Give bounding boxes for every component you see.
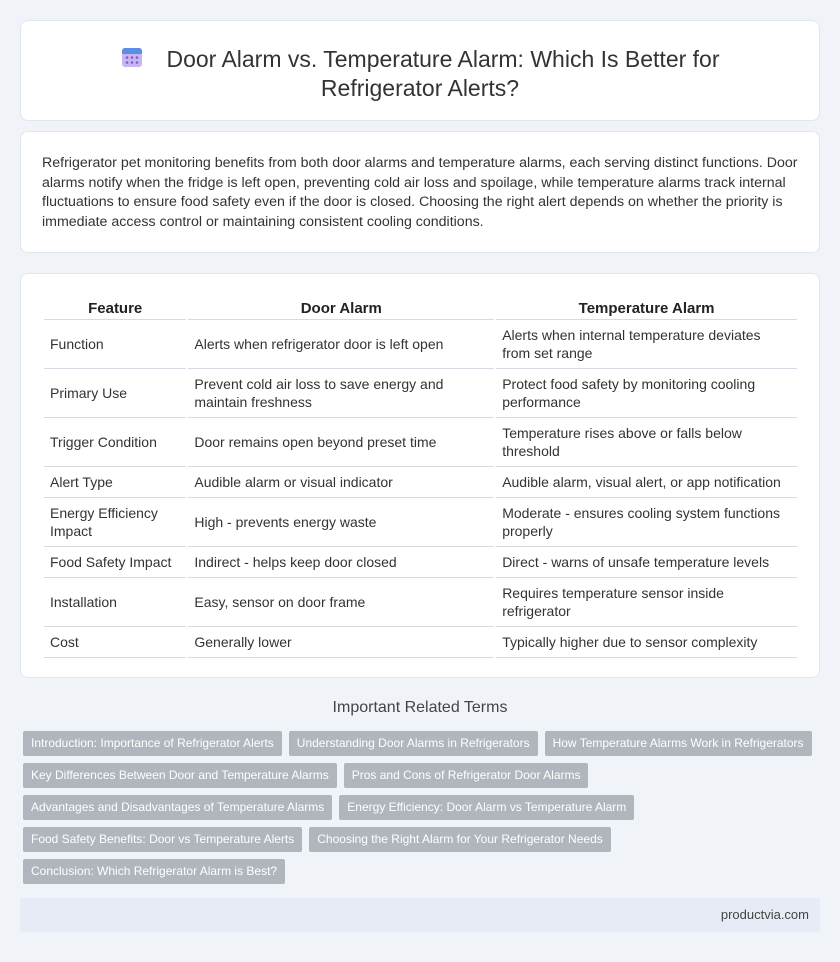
table-row: [44, 547, 797, 578]
table-cell: Generally lower: [188, 627, 494, 658]
header-feature: Feature: [44, 294, 186, 320]
comparison-table: [42, 294, 799, 658]
table-cell: Alerts when internal temperature deviates from set range: [496, 320, 797, 369]
table-cell: Alerts when refrigerator door is left open: [188, 320, 494, 369]
table-cell: Energy Efficiency Impact: [44, 498, 186, 547]
related-term-tag[interactable]: Introduction: Importance of Refrigerator Alerts: [23, 731, 282, 756]
table-cell: Cost: [44, 627, 186, 658]
related-term-tag[interactable]: How Temperature Alarms Work in Refrigerators: [545, 731, 812, 756]
table-row: [44, 467, 797, 498]
related-term-tag[interactable]: Food Safety Benefits: Door vs Temperature Alerts: [23, 827, 302, 852]
table-row: [44, 369, 797, 418]
header-temperature-alarm: Temperature Alarm: [496, 294, 797, 320]
related-term-tag[interactable]: Choosing the Right Alarm for Your Refrigerator Needs: [309, 827, 611, 852]
related-term-tag[interactable]: Key Differences Between Door and Temperature Alarms: [23, 763, 337, 788]
tag-row: [23, 795, 823, 820]
table-cell: Protect food safety by monitoring cooling performance: [496, 369, 797, 418]
intro-paragraph: Refrigerator pet monitoring benefits from both door alarms and temperature alarms, each serving distinct functions. Door alarms notify when the fridge is left open, preventing cold air loss and spoilage, while temperature alarms track internal fluctuations to ensure food safety even if the door is closed. Choosing the right alert depends on whether the priority is immediate access control or maintaining consistent cooling conditions.: [42, 155, 798, 230]
table-cell: Requires temperature sensor inside refrigerator: [496, 578, 797, 627]
footer-site-name[interactable]: productvia.com: [720, 907, 809, 922]
related-terms-heading: Important Related Terms: [332, 699, 508, 716]
table-cell: Easy, sensor on door frame: [188, 578, 494, 627]
table-cell: Indirect - helps keep door closed: [188, 547, 494, 578]
title-line-1: Door Alarm vs. Temperature Alarm: Which Is Better for: [166, 46, 720, 72]
comparison-card: [20, 273, 820, 678]
table-cell: Alert Type: [44, 467, 186, 498]
tag-row: [23, 859, 823, 884]
related-term-tag[interactable]: Advantages and Disadvantages of Temperature Alarms: [23, 795, 332, 820]
table-cell: Direct - warns of unsafe temperature levels: [496, 547, 797, 578]
tag-row: [23, 731, 823, 756]
table-cell: Audible alarm, visual alert, or app notification: [496, 467, 797, 498]
table-row: [44, 418, 797, 467]
table-cell: Door remains open beyond preset time: [188, 418, 494, 467]
table-cell: Function: [44, 320, 186, 369]
related-term-tag[interactable]: Pros and Cons of Refrigerator Door Alarms: [344, 763, 589, 788]
page-title: [21, 45, 819, 103]
table-cell: Primary Use: [44, 369, 186, 418]
tag-row: [23, 827, 823, 852]
table-header-row: [44, 294, 797, 320]
table-cell: Trigger Condition: [44, 418, 186, 467]
table-cell: Installation: [44, 578, 186, 627]
title-card: [20, 20, 820, 121]
table-row: [44, 320, 797, 369]
table-row: [44, 498, 797, 547]
related-terms-list: [23, 731, 823, 891]
table-cell: High - prevents energy waste: [188, 498, 494, 547]
table-row: [44, 627, 797, 658]
table-row: [44, 578, 797, 627]
table-cell: Prevent cold air loss to save energy and maintain freshness: [188, 369, 494, 418]
related-term-tag[interactable]: Conclusion: Which Refrigerator Alarm is Best?: [23, 859, 285, 884]
title-line-2: Refrigerator Alerts?: [320, 75, 520, 101]
related-term-tag[interactable]: Energy Efficiency: Door Alarm vs Temperature Alarm: [339, 795, 634, 820]
table-cell: Temperature rises above or falls below threshold: [496, 418, 797, 467]
footer: [20, 898, 820, 932]
calendar-icon: [120, 45, 144, 69]
intro-card: [20, 131, 820, 253]
table-cell: Moderate - ensures cooling system functions properly: [496, 498, 797, 547]
header-door-alarm: Door Alarm: [188, 294, 494, 320]
table-cell: Typically higher due to sensor complexity: [496, 627, 797, 658]
table-cell: Food Safety Impact: [44, 547, 186, 578]
related-term-tag[interactable]: Understanding Door Alarms in Refrigerators: [289, 731, 538, 756]
tag-row: [23, 763, 823, 788]
table-cell: Audible alarm or visual indicator: [188, 467, 494, 498]
